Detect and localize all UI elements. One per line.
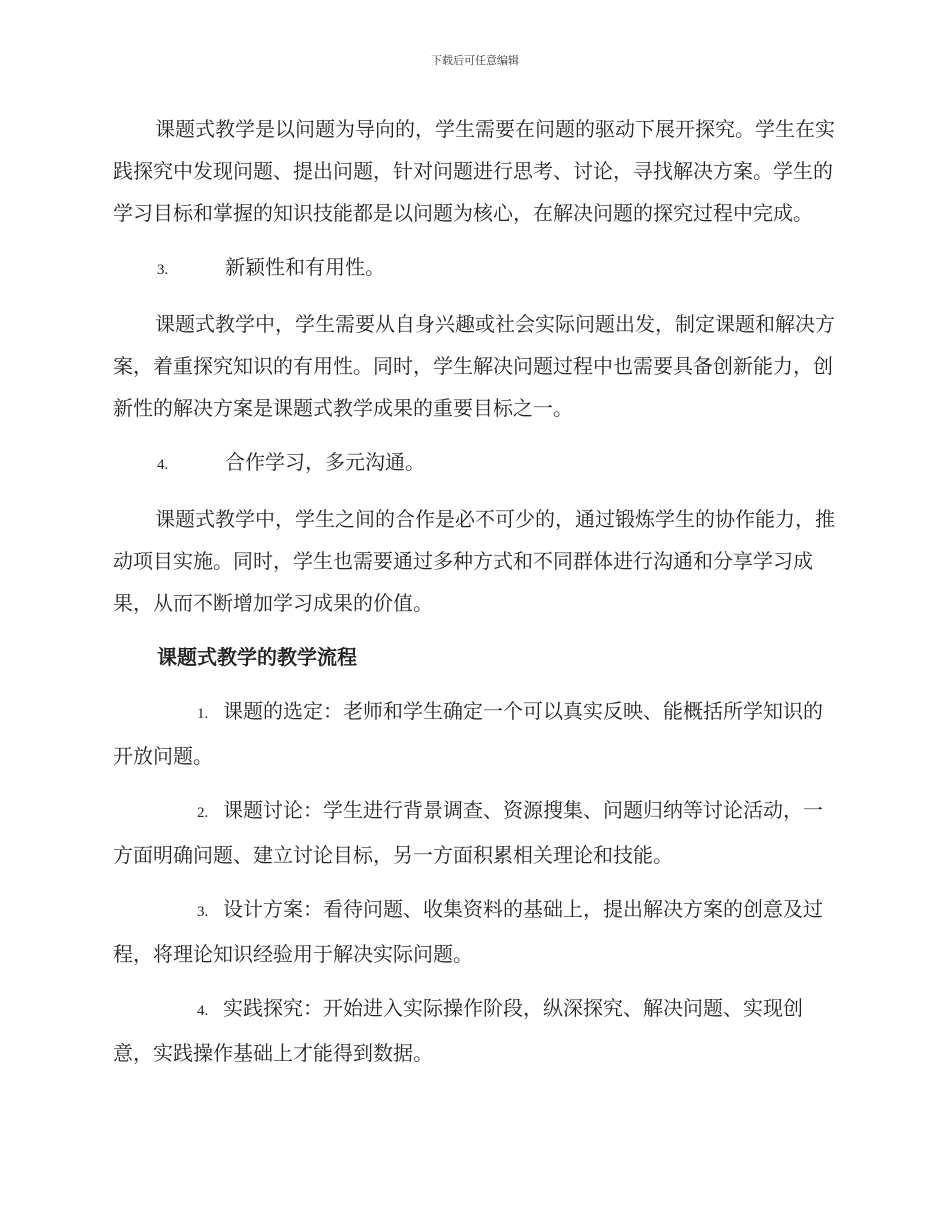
step-number: 4. (197, 1003, 209, 1019)
step-item (113, 987, 835, 1074)
step-item (113, 888, 835, 975)
step-text: 课题讨论：学生进行背景调查、资源搜集、问题归纳等讨论活动，一方面明确问题、建立讨论目标，另一方面积累相关理论和技能。 (113, 798, 823, 867)
paragraph-cooperation: 课题式教学中，学生之间的合作是必不可少的，通过锻炼学生的协作能力，推动项目实施。同时，学生也需要通过多种方式和不同群体进行沟通和分享学习成果，从而不断增加学习成果的价值。 (113, 507, 835, 615)
list-number: 3. (157, 262, 169, 278)
paragraph-novelty: 课题式教学中，学生需要从自身兴趣或社会实际问题出发，制定课题和解决方案，着重探究知识的有用性。同时，学生解决问题过程中也需要具备创新能力，创新性的解决方案是课题式教学成果的重要目标之一。 (113, 312, 835, 420)
step-item (113, 690, 835, 777)
step-text: 实践探究：开始进入实际操作阶段，纵深探究、解决问题、实现创意，实践操作基础上才能得到数据。 (113, 996, 803, 1065)
page-header: 下载后可任意编辑 (431, 54, 519, 67)
section-heading: 课题式教学的教学流程 (157, 645, 357, 669)
step-number: 1. (197, 706, 209, 722)
step-text: 课题的选定：老师和学生确定一个可以真实反映、能概括所学知识的开放问题。 (113, 699, 823, 768)
list-item-text: 新颖性和有用性。 (225, 255, 385, 279)
list-item-text: 合作学习，多元沟通。 (225, 450, 425, 474)
document-body (113, 108, 835, 1086)
list-number: 4. (157, 457, 169, 473)
step-number: 3. (197, 904, 209, 920)
step-number: 2. (197, 805, 209, 821)
list-item-cooperation (113, 441, 835, 486)
list-item-novelty (113, 246, 835, 291)
step-text: 设计方案：看待问题、收集资料的基础上，提出解决方案的创意及过程，将理论知识经验用于解决实际问题。 (113, 897, 823, 966)
paragraph-problem-oriented: 课题式教学是以问题为导向的，学生需要在问题的驱动下展开探究。学生在实践探究中发现问题、提出问题，针对问题进行思考、讨论，寻找解决方案。学生的学习目标和掌握的知识技能都是以问题为核心，在解决问题的探究过程中完成。 (113, 117, 835, 225)
step-item (113, 789, 835, 876)
